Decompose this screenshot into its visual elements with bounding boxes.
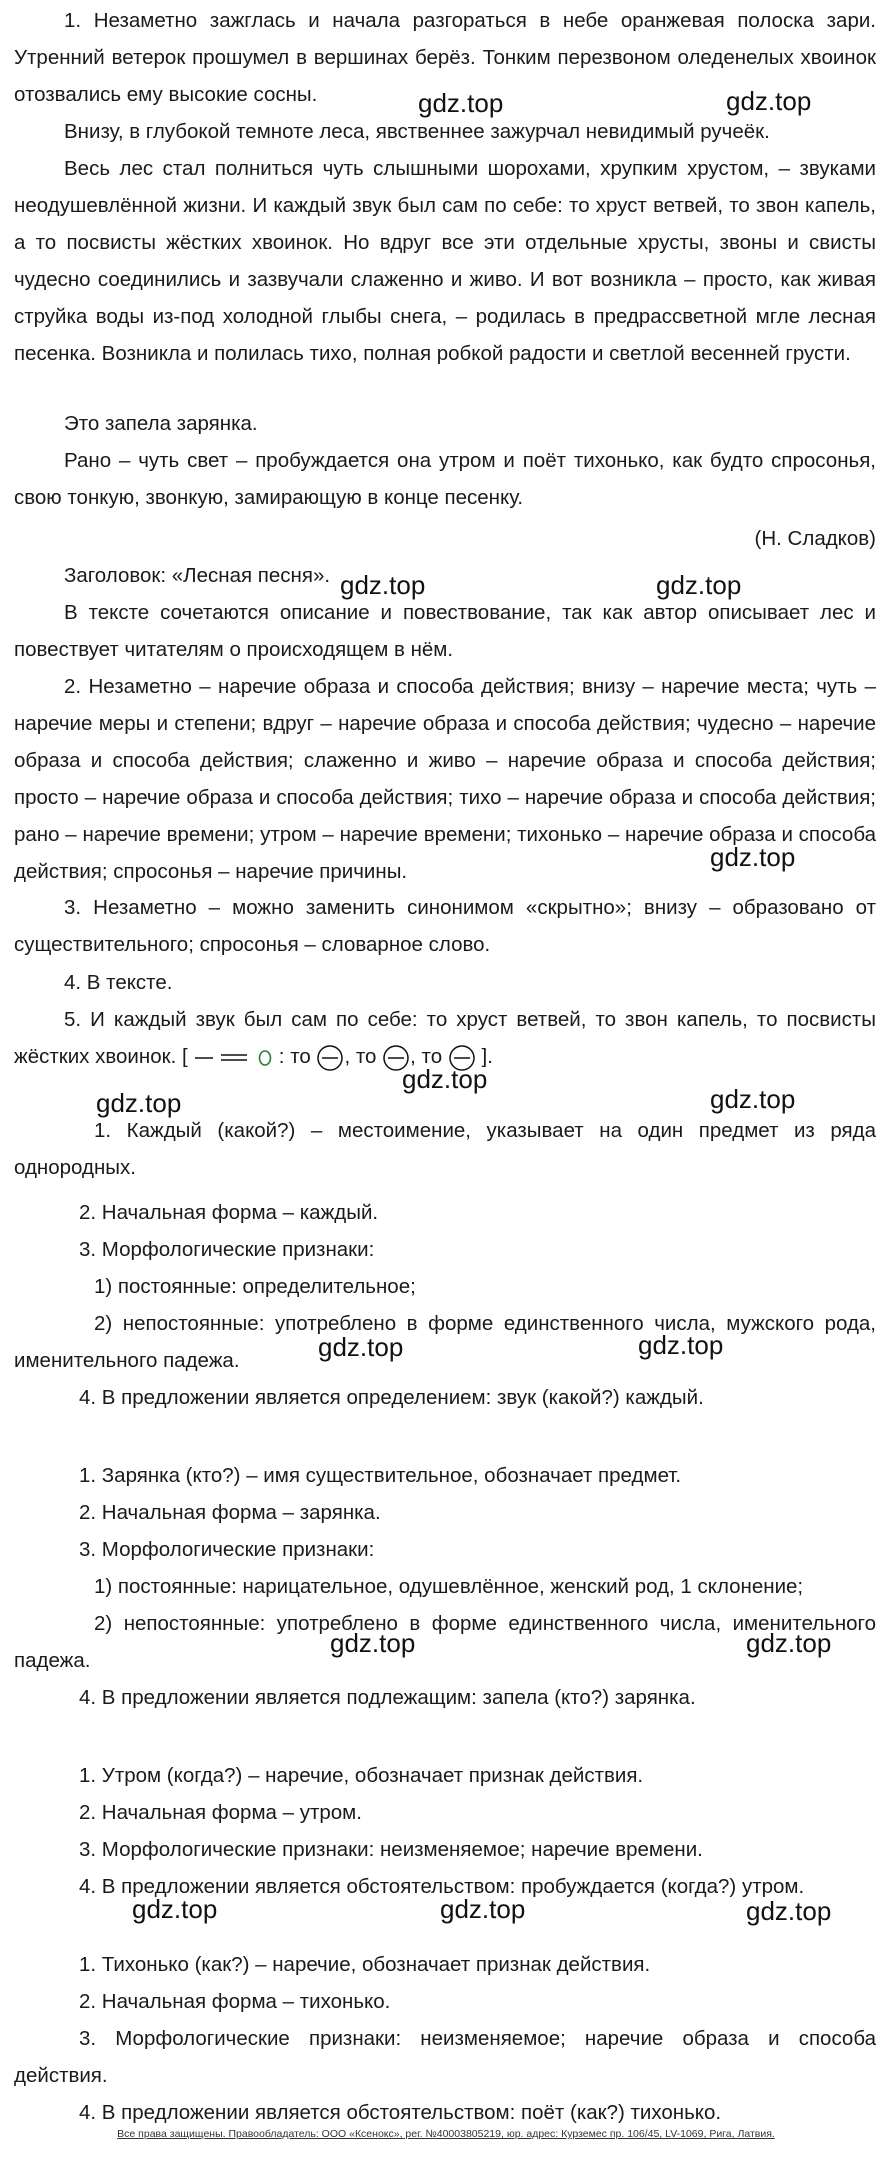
watermark: gdz.top [318, 1332, 404, 1362]
analysis-utrom-3: 3. Морфологические признаки: неизменяемое; наречие времени. [79, 1838, 703, 1861]
copyright-footer: Все права защищены. Правообладатель: ООО «Ксенокс», рег. №40003805219, юр. адрес: Курземес пр. 106/45, LV-1069, Рига, Латвия. [117, 2128, 775, 2140]
paragraph-3: Весь лес стал полниться чуть слышными шорохами, хрупким хрустом, – звуками неодушевлённой жизни. И каждый звук был сам по себе: то хруст ветвей, то звон капель, а то посвисты жёстких хвоинок. Но вдруг все эти отдельные хрусты, звоны и свисты чудесно соединились и зазвучали слаженно и живо. И вот возникла – просто, как живая струйка воды из-под холодной глыбы снега, – родилась в предрассветной мгле лесная песенка. Возникла и полилась тихо, полная робкой радости и светлой весенней грусти. [14, 157, 876, 365]
analysis-tikhonko-1: 1. Тихонько (как?) – наречие, обозначает признак действия. [79, 1953, 651, 1976]
analysis-tikhonko-2: 2. Начальная форма – тихонько. [79, 1990, 391, 2013]
watermark: gdz.top [710, 842, 796, 872]
analysis-tikhonko-3: 3. Морфологические признаки: неизменяемое; наречие образа и способа действия. [14, 2027, 876, 2087]
watermark: gdz.top [638, 1330, 724, 1360]
watermark: gdz.top [418, 88, 504, 118]
watermark: gdz.top [656, 570, 742, 600]
paragraph-adverbs: 2. Незаметно – наречие образа и способа действия; внизу – наречие места; чуть – наречие меры и степени; вдруг – наречие образа и способа действия; чудесно – наречие образа и способа действия; слаженно и живо – наречие образа и способа действия; просто – наречие образа и способа действия; тихо – наречие образа и способа действия; рано – наречие времени; утром – наречие времени; тихонько – наречие образа и способа действия; спросонья – наречие причины. [14, 675, 876, 883]
analysis-kazhdy-2: 2. Начальная форма – каждый. [79, 1201, 379, 1224]
paragraph-in-text: 4. В тексте. [64, 971, 173, 994]
paragraph-synonyms: 3. Незаметно – можно заменить синонимом «скрытно»; внизу – образовано от существительного; спросонья – словарное слово. [14, 896, 876, 956]
watermark: gdz.top [710, 1084, 796, 1114]
analysis-zaryanka-2: 2. Начальная форма – зарянка. [79, 1501, 381, 1524]
watermark: gdz.top [440, 1894, 526, 1924]
watermark: gdz.top [132, 1894, 218, 1924]
paragraph-1: 1. Незаметно зажглась и начала разгораться в небе оранжевая полоска зари. Утренний ветерок прошумел в вершинах берёз. Тонким перезвоном оледенелых хвоинок отозвались ему высокие сосны. [14, 9, 876, 106]
analysis-utrom-1: 1. Утром (когда?) – наречие, обозначает признак действия. [79, 1764, 644, 1787]
title-answer: Заголовок: «Лесная песня». [64, 564, 331, 587]
paragraph-4: Это запела зарянка. [64, 412, 258, 435]
analysis-utrom-4: 4. В предложении является обстоятельством: пробуждается (когда?) утром. [79, 1875, 805, 1898]
analysis-utrom-2: 2. Начальная форма – утром. [79, 1801, 362, 1824]
paragraph-description: В тексте сочетаются описание и повествование, так как автор описывает лес и повествует читателям о происходящем в нём. [14, 601, 876, 661]
clause-circle-icon [316, 1044, 344, 1072]
watermark: gdz.top [746, 1628, 832, 1658]
analysis-tikhonko-4: 4. В предложении является обстоятельством: поёт (как?) тихонько. [79, 2101, 722, 2124]
homogeneous-circle-icon [257, 1048, 273, 1068]
watermark: gdz.top [746, 1896, 832, 1926]
author-signature: (Н. Сладков) [754, 527, 876, 550]
analysis-zaryanka-5: 2) непостоянные: употреблено в форме единственного числа, именительного падежа. [14, 1612, 876, 1672]
sentence-text: 5. И каждый звук был сам по себе: то хруст ветвей, то звон капель, то посвисты жёстких хвоинок. [14, 1008, 876, 1068]
paragraph-2: Внизу, в глубокой темноте леса, явственнее зажурчал невидимый ручеёк. [64, 120, 770, 143]
paragraph-5: Рано – чуть свет – пробуждается она утром и поёт тихонько, как будто спросонья, свою тонкую, звонкую, замирающую в конце песенку. [14, 449, 876, 509]
analysis-zaryanka-4: 1) постоянные: нарицательное, одушевлённое, женский род, 1 склонение; [94, 1575, 804, 1598]
analysis-zaryanka-1: 1. Зарянка (кто?) – имя существительное, обозначает предмет. [79, 1464, 682, 1487]
analysis-kazhdy-1: 1. Каждый (какой?) – местоимение, указывает на один предмет из ряда однородных. [14, 1119, 876, 1179]
watermark: gdz.top [726, 86, 812, 116]
analysis-kazhdy-4: 1) постоянные: определительное; [94, 1275, 416, 1298]
watermark: gdz.top [96, 1088, 182, 1118]
analysis-zaryanka-3: 3. Морфологические признаки: [79, 1538, 375, 1561]
sentence-schema: [ : то , то , то ]. [182, 1045, 493, 1068]
analysis-kazhdy-3: 3. Морфологические признаки: [79, 1238, 375, 1261]
analysis-kazhdy-5: 2) непостоянные: употреблено в форме единственного числа, мужского рода, именительного падежа. [14, 1312, 876, 1372]
subject-predicate-icon [193, 1050, 251, 1066]
analysis-zaryanka-6: 4. В предложении является подлежащим: запела (кто?) зарянка. [79, 1686, 696, 1709]
analysis-kazhdy-6: 4. В предложении является определением: звук (какой?) каждый. [79, 1386, 704, 1409]
watermark: gdz.top [340, 570, 426, 600]
watermark: gdz.top [402, 1064, 488, 1094]
watermark: gdz.top [330, 1628, 416, 1658]
